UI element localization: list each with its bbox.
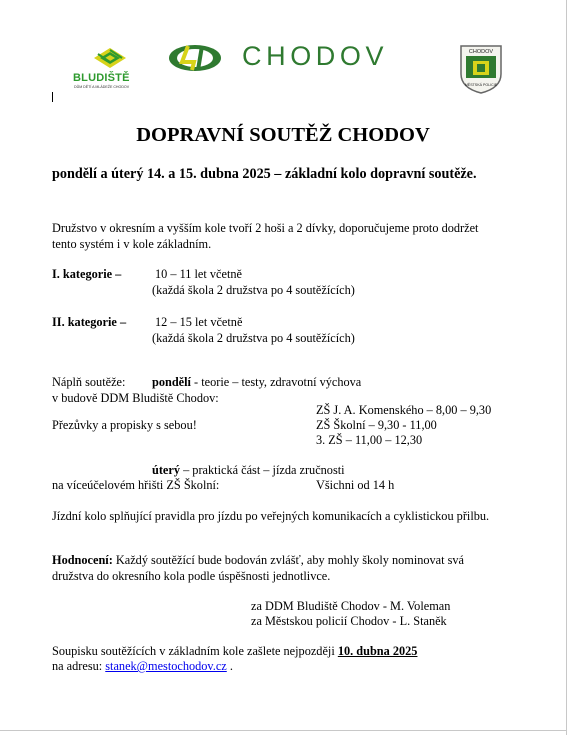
schedule-item-1: ZŠ J. A. Komenského – 8,00 – 9,30	[316, 403, 492, 417]
document-subtitle: pondělí a úterý 14. a 15. dubna 2025 – základní kolo dopravní soutěže.	[52, 166, 477, 182]
evaluation-label: Hodnocení:	[52, 553, 113, 567]
police-badge-bottom-text: MĚSTSKÁ POLICIE	[464, 83, 498, 87]
intro-line-1: Družstvo v okresním a vyšším kole tvoří 2 hoši a 2 dívky, doporučujeme proto dodržet	[52, 221, 479, 235]
police-badge-top-text: CHODOV	[468, 49, 494, 55]
category-2-label: II. kategorie –	[52, 315, 127, 329]
program-tuesday-line	[152, 462, 345, 478]
program-monday-line	[152, 374, 361, 390]
evaluation-line-1	[52, 552, 464, 568]
program-monday-place: v budově DDM Bludiště Chodov:	[52, 391, 219, 405]
program-tuesday-text: – praktická část – jízda zručnosti	[180, 463, 345, 477]
bludiste-logo-text: BLUDIŠTĚ	[73, 72, 130, 84]
schedule-item-3: 3. ZŠ – 11,00 – 12,30	[316, 433, 423, 447]
category-1-note: (každá škola 2 družstva po 4 soutěžících)	[152, 283, 355, 297]
schedule-item-2: ZŠ Školní – 9,30 - 11,00	[316, 418, 437, 432]
police-badge-icon	[458, 44, 504, 94]
category-2-age: 12 – 15 let včetně	[155, 315, 243, 329]
page-edge-bottom	[0, 730, 567, 731]
bludiste-logo-subtext: DŮM DĚTÍ A MLÁDEŽE CHODOV	[74, 85, 130, 89]
page-edge-right	[566, 0, 567, 735]
footer-deadline: 10. dubna 2025	[337, 644, 418, 658]
chodov-logo-text: CHODOV	[242, 41, 389, 71]
text-cursor	[52, 92, 53, 102]
bludiste-maze-icon	[90, 44, 130, 72]
bludiste-logo	[73, 44, 143, 92]
chodov-emblem-icon	[168, 42, 222, 74]
document-title: DOPRAVNÍ SOUTĚŽ CHODOV	[136, 124, 430, 146]
program-monday-day: pondělí	[152, 375, 191, 389]
footer-text-1: Soupisku soutěžících v základním kole zašlete nejpozději	[52, 644, 338, 658]
program-reminder: Přezůvky a propisky s sebou!	[52, 418, 197, 432]
footer-text-3: .	[226, 659, 233, 673]
footer-text-2: na adresu:	[52, 659, 106, 673]
program-tuesday-time: Všichni od 14 h	[316, 478, 395, 492]
program-label: Náplň soutěže:	[52, 375, 126, 389]
signature-ddm: za DDM Bludiště Chodov - M. Voleman	[251, 599, 451, 613]
program-bike-note: Jízdní kolo splňující pravidla pro jízdu po veřejných komunikacích a cyklistickou přilbu.	[52, 509, 490, 523]
signature-police: za Městskou policií Chodov - L. Staněk	[251, 614, 447, 628]
category-1-age: 10 – 11 let včetně	[155, 267, 242, 281]
intro-line-2: tento systém i v kole základním.	[52, 237, 212, 251]
footer-line-2	[52, 658, 233, 674]
category-2-note: (každá škola 2 družstva po 4 soutěžících)	[152, 331, 355, 345]
category-1-label: I. kategorie –	[52, 267, 122, 281]
evaluation-text-1: Každý soutěžící bude bodován zvlášť, aby mohly školy nominovat svá	[112, 553, 465, 567]
program-tuesday-place: na víceúčelovém hřišti ZŠ Školní:	[52, 478, 220, 492]
program-tuesday-day: úterý	[152, 463, 180, 477]
evaluation-line-2: družstva do okresního kola podle úspěšnosti jednotlivce.	[52, 569, 331, 583]
program-monday-text: - teorie – testy, zdravotní výchova	[190, 375, 362, 389]
contact-email-link[interactable]: stanek@mestochodov.cz	[105, 659, 227, 673]
footer-line-1	[52, 643, 417, 659]
